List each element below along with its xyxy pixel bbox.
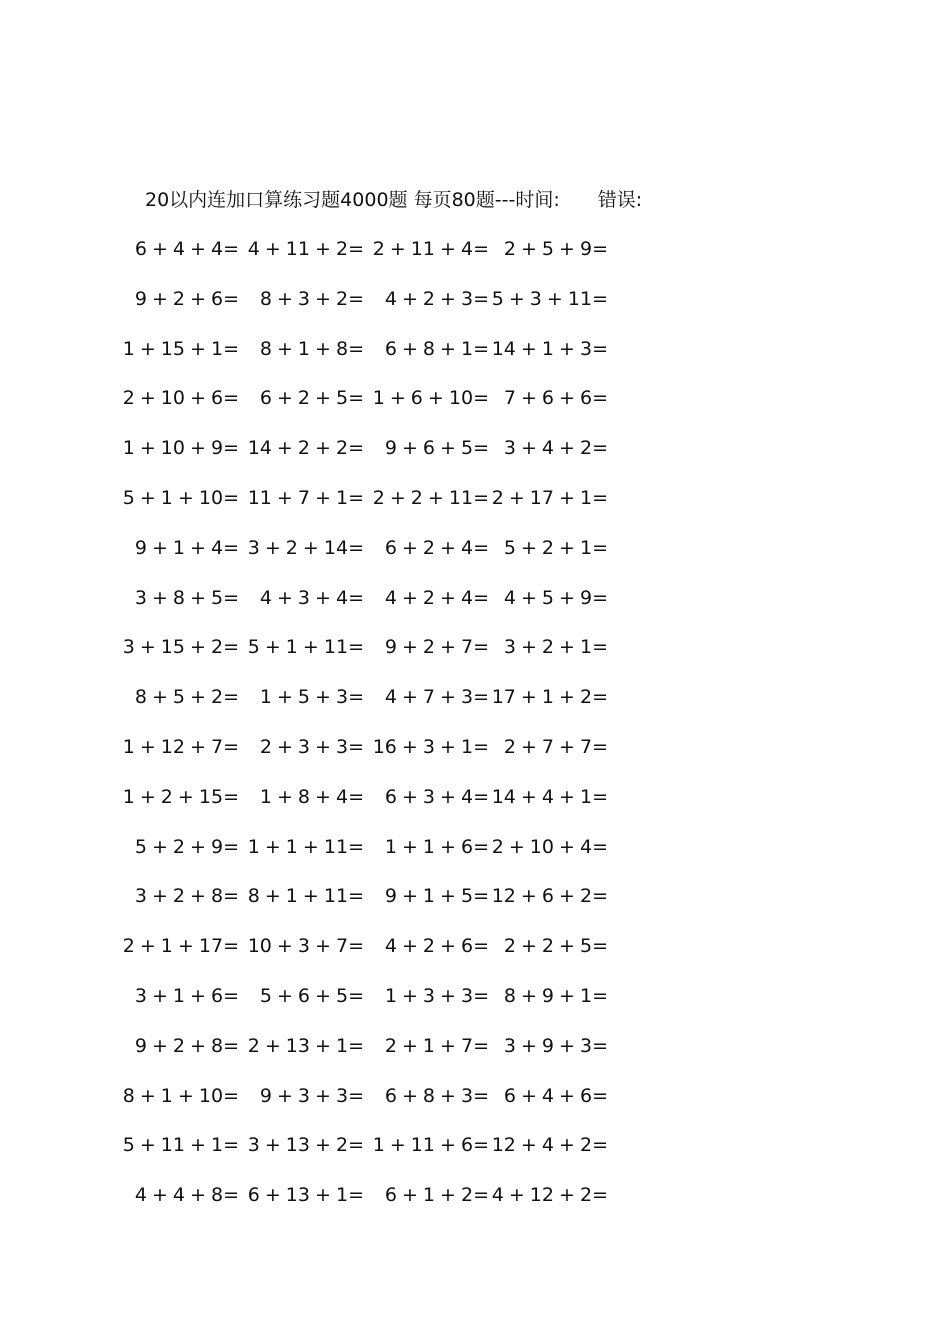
problem-item: 4 + 7 + 3=	[384, 686, 489, 709]
problem-item: 3 + 2 + 14=	[247, 536, 364, 559]
problem-item: 6 + 2 + 5=	[259, 387, 364, 410]
problem-item: 4 + 2 + 4=	[384, 586, 489, 609]
problem-item: 10 + 3 + 7=	[247, 935, 364, 958]
problem-item: 6 + 1 + 2=	[384, 1184, 489, 1207]
problem-item: 8 + 1 + 8=	[259, 337, 364, 360]
problem-item: 9 + 3 + 3=	[259, 1084, 364, 1107]
problem-item: 9 + 2 + 6=	[134, 287, 239, 310]
problem-item: 6 + 13 + 1=	[247, 1184, 364, 1207]
problem-item: 2 + 17 + 1=	[491, 487, 608, 509]
problem-item: 2 + 2 + 5=	[503, 935, 608, 958]
problem-item: 6 + 4 + 6=	[503, 1084, 608, 1107]
problem-item: 5 + 2 + 9=	[134, 835, 239, 858]
problem-item: 3 + 1 + 6=	[134, 985, 239, 1007]
problem-item: 5 + 6 + 5=	[259, 985, 364, 1007]
problem-item: 3 + 15 + 2=	[122, 636, 239, 659]
problem-item: 1 + 2 + 15=	[122, 785, 239, 808]
problem-item: 2 + 11 + 4=	[372, 238, 489, 260]
problem-item: 4 + 4 + 8=	[134, 1184, 239, 1207]
problem-item: 2 + 1 + 7=	[384, 1034, 489, 1057]
problem-item: 1 + 3 + 3=	[384, 985, 489, 1007]
problem-item: 3 + 4 + 2=	[503, 437, 608, 460]
problem-item: 8 + 5 + 2=	[134, 686, 239, 709]
problem-item: 8 + 3 + 2=	[259, 287, 364, 310]
problem-item: 4 + 2 + 6=	[384, 935, 489, 958]
problem-item: 14 + 2 + 2=	[247, 437, 364, 460]
problem-item: 1 + 12 + 7=	[122, 736, 239, 758]
problem-item: 6 + 8 + 1=	[384, 337, 489, 360]
problem-item: 14 + 4 + 1=	[491, 785, 608, 808]
problem-item: 2 + 10 + 4=	[491, 835, 608, 858]
problem-item: 2 + 10 + 6=	[122, 387, 239, 410]
problem-item: 9 + 6 + 5=	[384, 437, 489, 460]
worksheet-header	[145, 186, 642, 214]
problem-item: 8 + 1 + 11=	[247, 885, 364, 908]
problem-item: 16 + 3 + 1=	[372, 736, 489, 758]
problem-item: 1 + 5 + 3=	[259, 686, 364, 709]
problem-item: 12 + 6 + 2=	[491, 885, 608, 908]
worksheet-title: 20以内连加口算练习题4000题 每页80题---时间:	[145, 189, 560, 211]
problem-item: 1 + 15 + 1=	[122, 337, 239, 360]
problem-item: 5 + 11 + 1=	[122, 1134, 239, 1157]
problem-item: 5 + 1 + 11=	[247, 636, 364, 659]
problem-item: 1 + 8 + 4=	[259, 785, 364, 808]
problem-item: 6 + 3 + 4=	[384, 785, 489, 808]
problem-item: 2 + 3 + 3=	[259, 736, 364, 758]
problem-item: 4 + 11 + 2=	[247, 238, 364, 260]
problem-item: 6 + 4 + 4=	[134, 238, 239, 260]
problem-item: 9 + 1 + 4=	[134, 536, 239, 559]
problem-item: 2 + 13 + 1=	[247, 1034, 364, 1057]
problem-item: 6 + 2 + 4=	[384, 536, 489, 559]
problem-item: 1 + 1 + 11=	[247, 835, 364, 858]
problem-item: 4 + 12 + 2=	[491, 1184, 608, 1207]
problem-item: 2 + 1 + 17=	[122, 935, 239, 958]
problem-item: 5 + 3 + 11=	[491, 287, 608, 310]
problem-item: 3 + 2 + 1=	[503, 636, 608, 659]
problem-item: 3 + 2 + 8=	[134, 885, 239, 908]
problem-item: 12 + 4 + 2=	[491, 1134, 608, 1157]
problem-item: 17 + 1 + 2=	[491, 686, 608, 709]
problem-item: 14 + 1 + 3=	[491, 337, 608, 360]
problem-item: 1 + 1 + 6=	[384, 835, 489, 858]
problem-item: 1 + 11 + 6=	[372, 1134, 489, 1157]
problem-item: 5 + 1 + 10=	[122, 487, 239, 509]
problem-item: 2 + 2 + 11=	[372, 487, 489, 509]
problem-item: 3 + 13 + 2=	[247, 1134, 364, 1157]
problem-item: 4 + 2 + 3=	[384, 287, 489, 310]
problem-item: 6 + 8 + 3=	[384, 1084, 489, 1107]
problem-item: 9 + 2 + 7=	[384, 636, 489, 659]
problem-item: 11 + 7 + 1=	[247, 487, 364, 509]
problem-item: 8 + 1 + 10=	[122, 1084, 239, 1107]
problem-item: 7 + 6 + 6=	[503, 387, 608, 410]
problem-item: 9 + 1 + 5=	[384, 885, 489, 908]
problem-item: 4 + 5 + 9=	[503, 586, 608, 609]
problem-item: 3 + 9 + 3=	[503, 1034, 608, 1057]
problem-item: 1 + 6 + 10=	[372, 387, 489, 410]
problem-item: 2 + 7 + 7=	[503, 736, 608, 758]
problem-item: 9 + 2 + 8=	[134, 1034, 239, 1057]
problem-item: 4 + 3 + 4=	[259, 586, 364, 609]
problem-item: 8 + 9 + 1=	[503, 985, 608, 1007]
problem-item: 1 + 10 + 9=	[122, 437, 239, 460]
problem-item: 2 + 5 + 9=	[503, 238, 608, 260]
problem-item: 5 + 2 + 1=	[503, 536, 608, 559]
error-label: 错误:	[597, 189, 643, 211]
problem-item: 3 + 8 + 5=	[134, 586, 239, 609]
